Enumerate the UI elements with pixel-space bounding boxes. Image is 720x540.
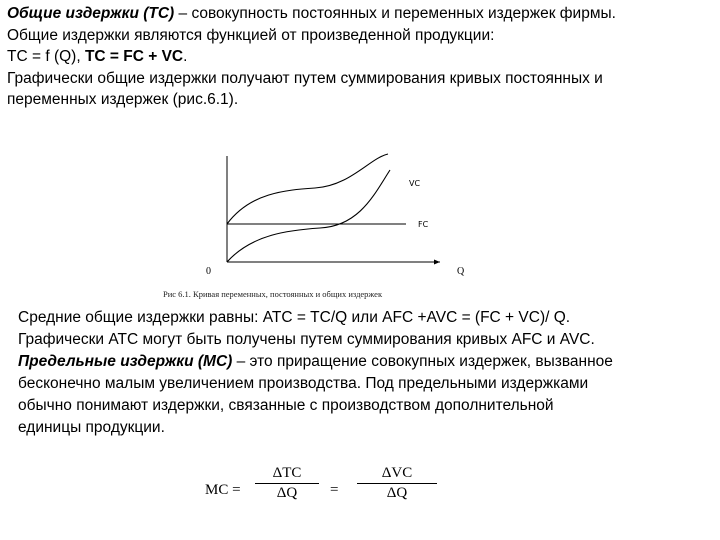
cost-curves-chart xyxy=(163,148,490,308)
fraction-delta-vc-denominator: ΔQ xyxy=(386,485,408,501)
body-paragraph xyxy=(18,307,718,439)
tc-formula-dot: . xyxy=(183,48,188,65)
intro-line-4: Графически общие издержки получают путем суммирования кривых постоянных и xyxy=(7,69,603,87)
tc-function: ТС = f (Q), xyxy=(7,48,85,65)
body-line-3 xyxy=(18,351,718,373)
body-line-6: единицы продукции. xyxy=(18,419,165,436)
term-marginal-costs: Предельные издержки (МС) xyxy=(18,353,233,370)
vc-label: VC xyxy=(409,179,421,188)
x-axis-arrow xyxy=(434,260,440,265)
intro-line-2: Общие издержки являются функцией от произведенной продукции: xyxy=(7,26,495,44)
intro-line-1 xyxy=(7,3,715,25)
x-axis-label: Q xyxy=(457,266,465,277)
intro-line-5: переменных издержек (рис.6.1). xyxy=(7,91,239,108)
fraction-delta-tc-denominator: ΔQ xyxy=(276,485,298,501)
term-total-costs: Общие издержки (ТС) xyxy=(7,5,175,22)
origin-label: 0 xyxy=(206,266,211,277)
tc-curve xyxy=(227,154,388,224)
body-line-3-text: – это приращение совокупных издержек, вызванное xyxy=(232,353,613,370)
tc-formula: TC = FC + VC xyxy=(84,48,184,65)
equals-sign: = xyxy=(330,482,339,498)
fraction-delta-vc-numerator: ΔVC xyxy=(381,465,413,481)
body-line-4: бесконечно малым увеличением производства. Под предельными издержками xyxy=(18,375,589,392)
body-line-5: обычно понимают издержки, связанные с производством дополнительной xyxy=(18,397,554,414)
cost-curves-figure xyxy=(163,148,490,308)
figure-caption: Рис 6.1. Кривая переменных, постоянных и общих издержек xyxy=(163,289,383,299)
vc-curve xyxy=(227,170,390,262)
fc-label: FC xyxy=(418,220,429,229)
body-line-2: Графически АТС могут быть получены путем суммирования кривых AFC и AVC. xyxy=(18,331,595,348)
fraction-delta-tc-numerator: ΔТС xyxy=(272,465,302,481)
intro-paragraph xyxy=(7,3,715,111)
intro-line-1-text: – совокупность постоянных и переменных издержек фирмы. xyxy=(174,5,616,22)
fraction-delta-vc xyxy=(357,465,437,502)
mc-formula-label: MC = xyxy=(205,482,241,498)
mc-formula xyxy=(205,463,455,513)
intro-line-3 xyxy=(7,46,715,68)
fraction-delta-tc xyxy=(255,465,319,502)
body-line-1: Средние общие издержки равны: АТС = ТС/Q или AFC +AVC = (FC + VC)/ Q. xyxy=(18,309,571,326)
